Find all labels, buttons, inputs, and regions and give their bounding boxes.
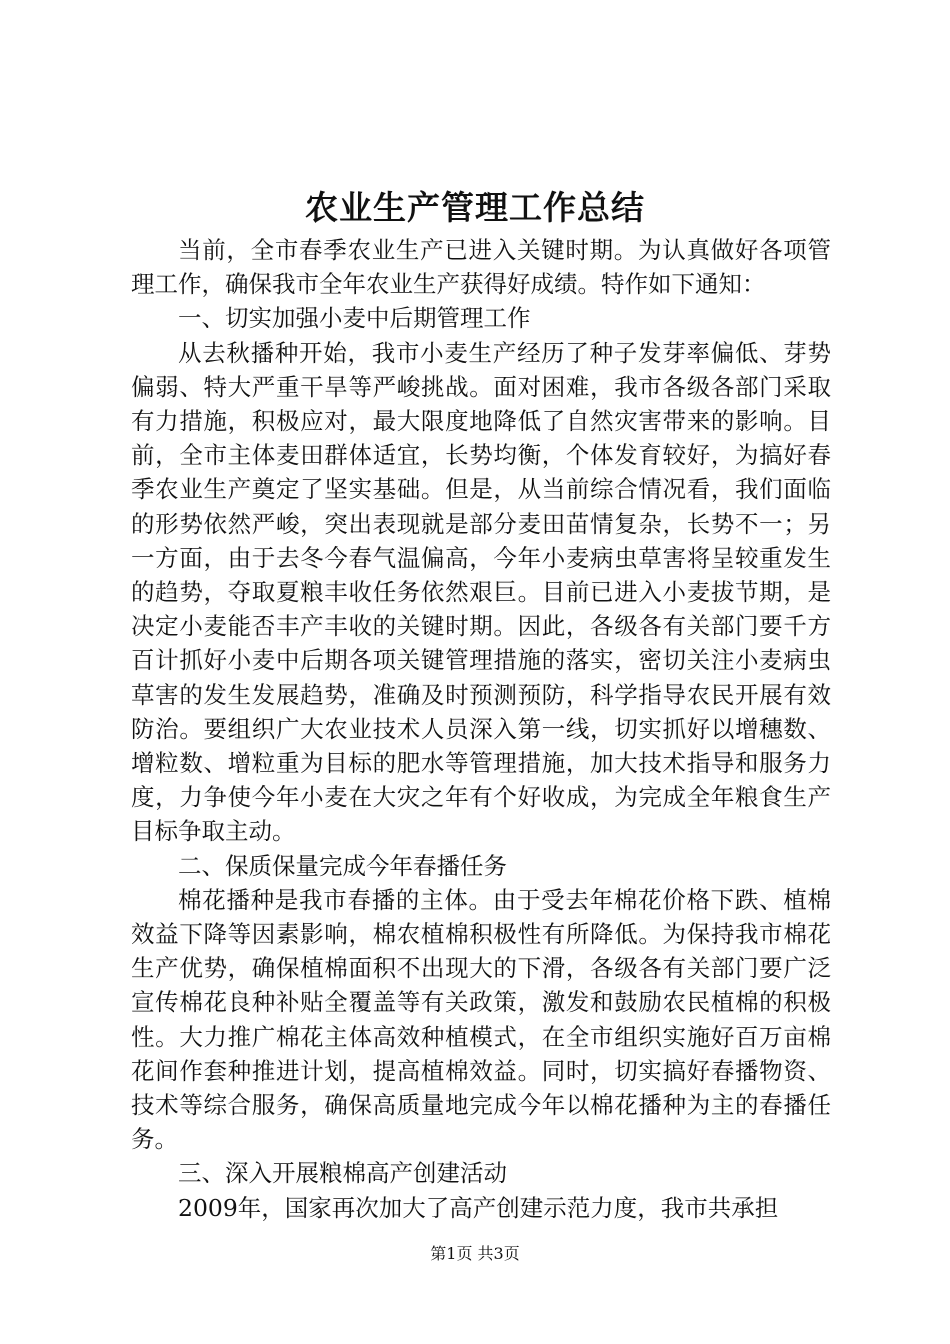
section-heading-1: 一、切实加强小麦中后期管理工作	[178, 304, 531, 333]
paragraph-intro: 当前，全市春季农业生产已进入关键时期。为认真做好各项管理工作，确保我市全年农业生产获得好成绩。特作如下通知：	[131, 236, 831, 299]
section-heading-3: 三、深入开展粮棉高产创建活动	[178, 1159, 507, 1188]
page-footer	[0, 1242, 950, 1266]
paragraph-section-3: 2009年，国家再次加大了高产创建示范力度，我市共承担	[178, 1193, 779, 1222]
document-body	[131, 233, 831, 1225]
page-number: 第1页 共3页	[430, 1244, 520, 1263]
section-heading-2: 二、保质保量完成今年春播任务	[178, 851, 507, 880]
paragraph-section-2: 棉花播种是我市春播的主体。由于受去年棉花价格下跌、植棉效益下降等因素影响，棉农植棉积极性有所降低。为保持我市棉花生产优势，确保植棉面积不出现大的下滑，各级各有关部门要广泛宣传棉花良种补贴全覆盖等有关政策，激发和鼓励农民植棉的积极性。大力推广棉花主体高效种植模式，在全市组织实施好百万亩棉花间作套种推进计划，提高植棉效益。同时，切实搞好春播物资、技术等综合服务，确保高质量地完成今年以棉花播种为主的春播任务。	[131, 885, 831, 1154]
document-title: 农业生产管理工作总结	[305, 188, 645, 227]
paragraph-section-1: 从去秋播种开始，我市小麦生产经历了种子发芽率偏低、芽势偏弱、特大严重干旱等严峻挑战。面对困难，我市各级各部门采取有力措施，积极应对，最大限度地降低了自然灾害带来的影响。目前，全市主体麦田群体适宜，长势均衡，个体发育较好，为搞好春季农业生产奠定了坚实基础。但是，从当前综合情况看，我们面临的形势依然严峻，突出表现就是部分麦田苗情复杂，长势不一；另一方面，由于去冬今春气温偏高，今年小麦病虫草害将呈较重发生的趋势，夺取夏粮丰收任务依然艰巨。目前已进入小麦拔节期，是决定小麦能否丰产丰收的关键时期。因此，各级各有关部门要千方百计抓好小麦中后期各项关键管理措施的落实，密切关注小麦病虫草害的发生发展趋势，准确及时预测预防，科学指导农民开展有效防治。要组织广大农业技术人员深入第一线，切实抓好以增穗数、增粒数、增粒重为目标的肥水等管理措施，加大技术指导和服务力度，力争使今年小麦在大灾之年有个好收成，为完成全年粮食生产目标争取主动。	[131, 338, 831, 846]
